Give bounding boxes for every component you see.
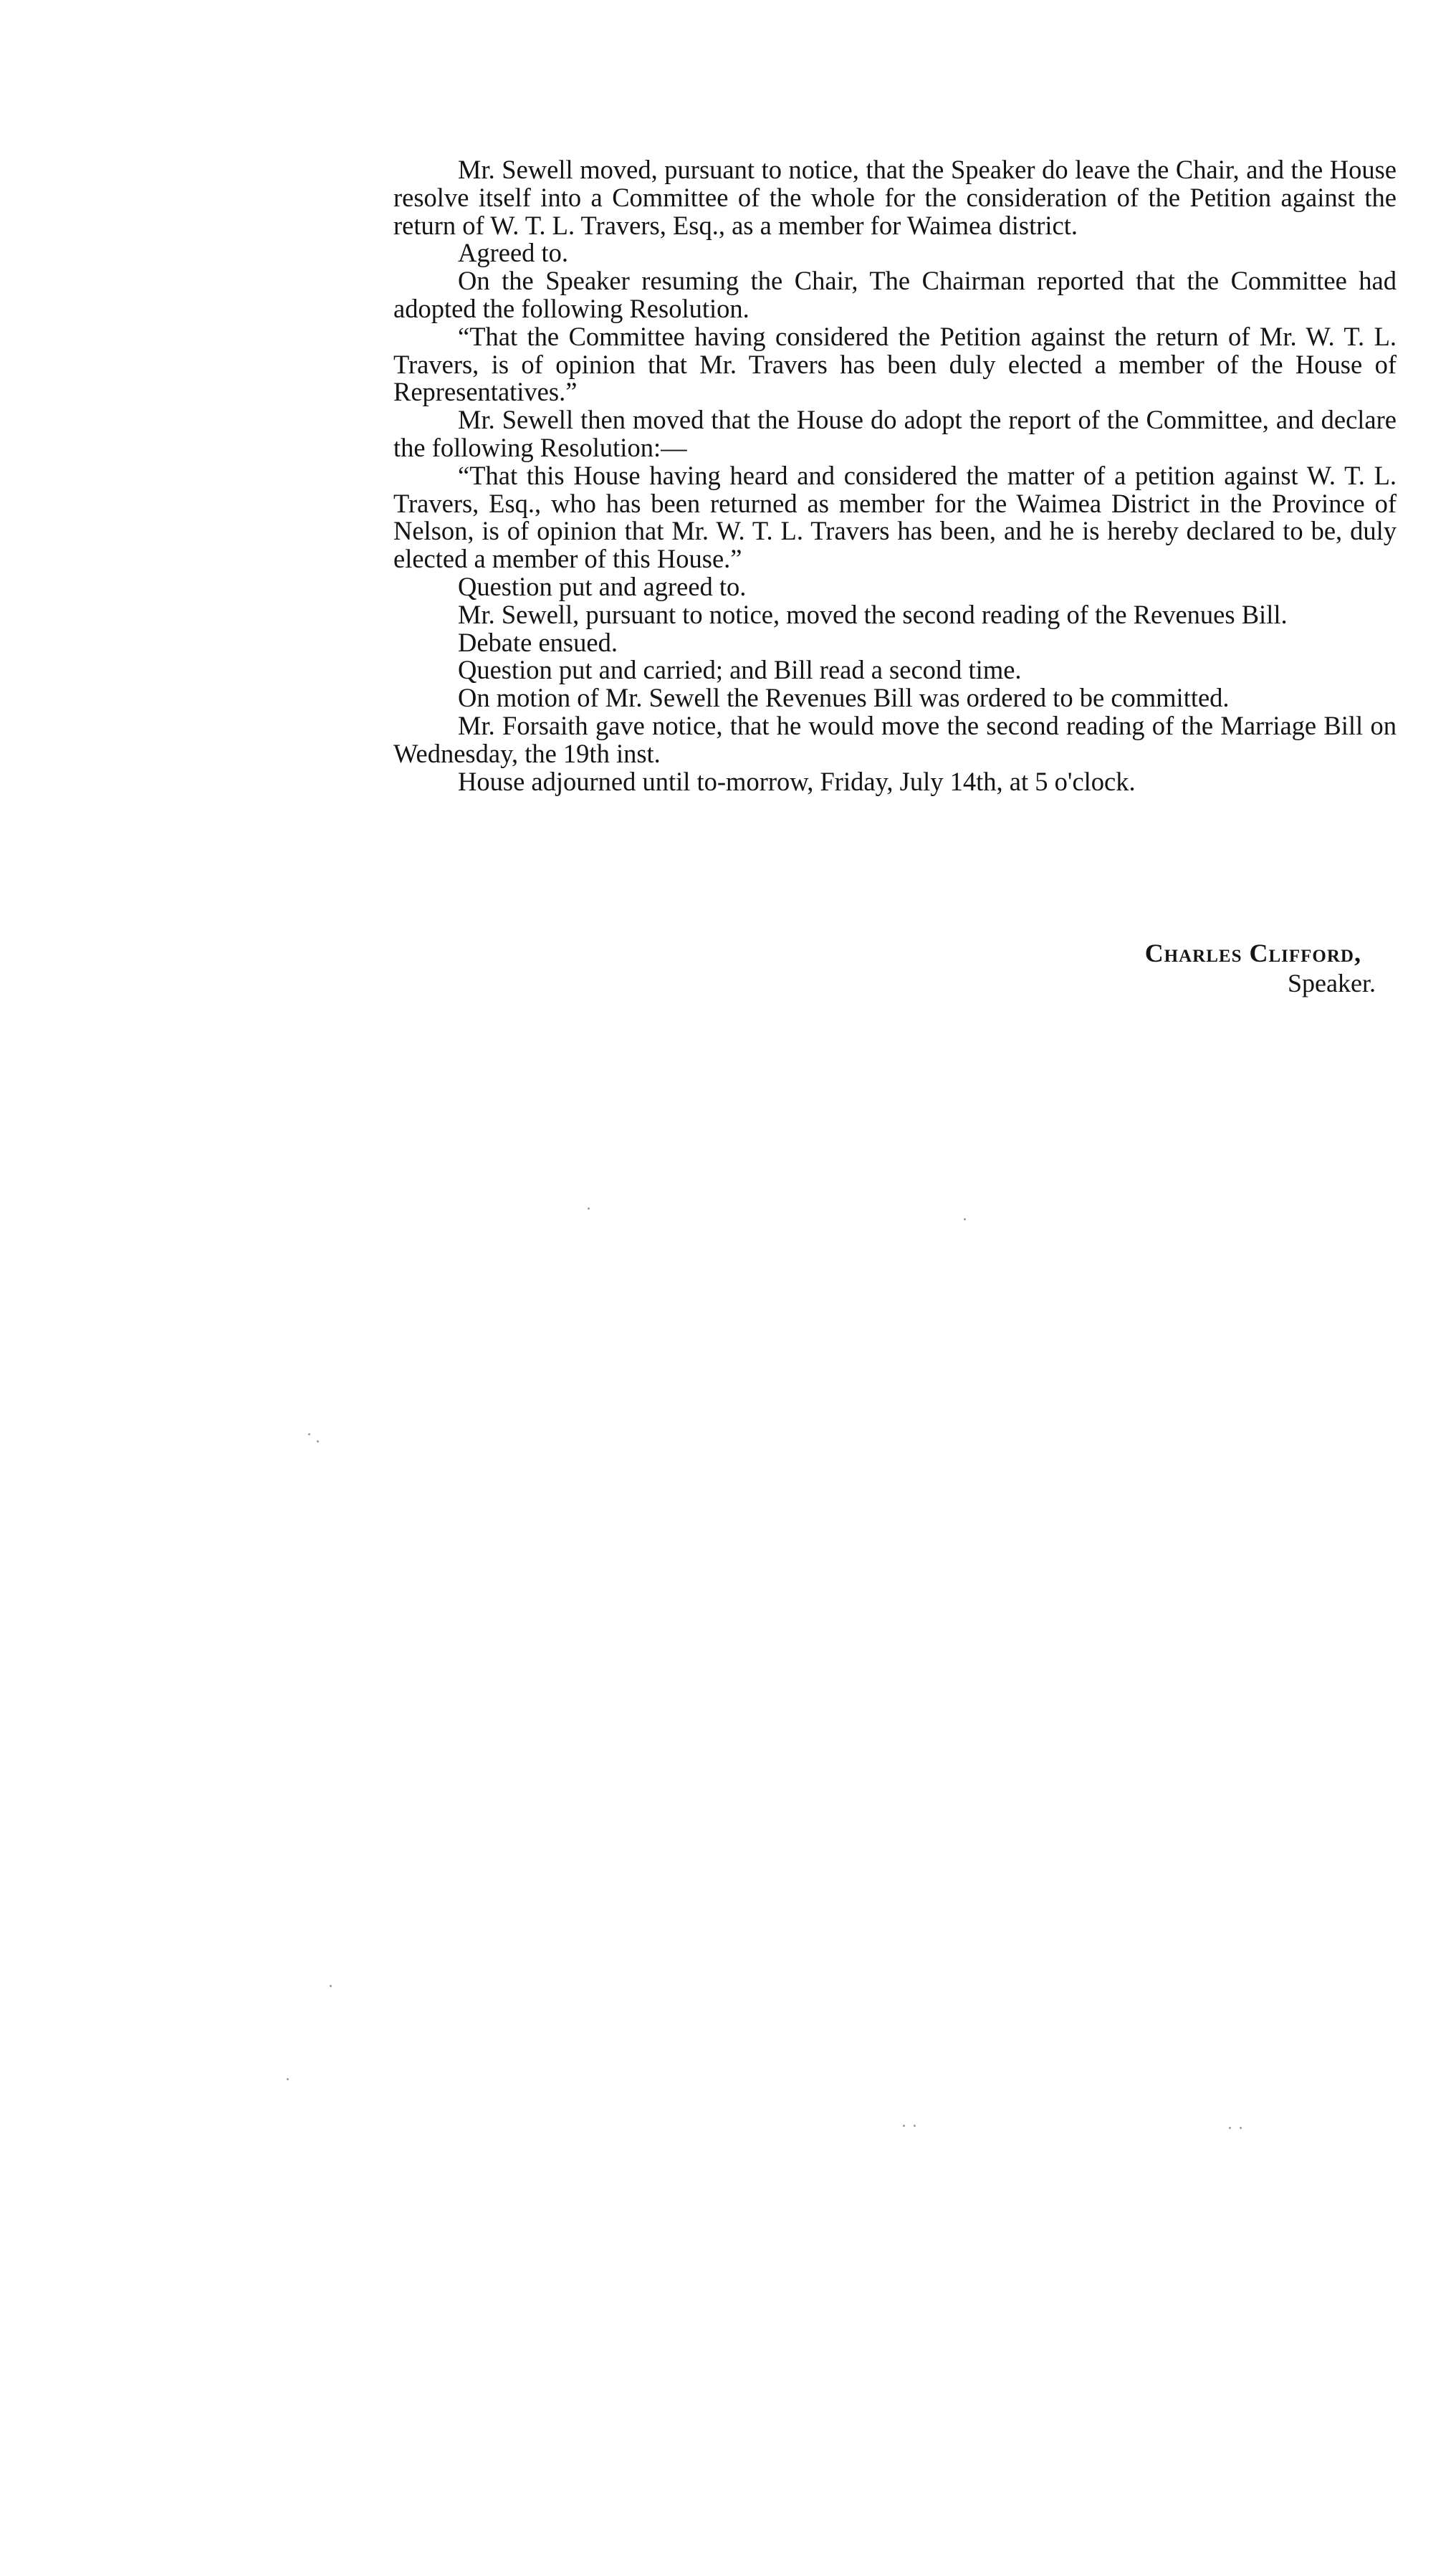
scan-speck	[1229, 2127, 1231, 2129]
paragraph-question-carried: Question put and carried; and Bill read a second time.	[458, 655, 1022, 685]
paragraph-question-agreed: Question put and agreed to.	[458, 571, 747, 601]
scan-speck	[964, 1218, 966, 1220]
scan-speck	[588, 1207, 590, 1210]
paragraph-revenues-second-reading: Mr. Sewell, pursuant to notice, moved the second reading of the Revenues Bill.	[458, 599, 1288, 629]
scan-speck	[317, 1440, 319, 1443]
signature-name: Charles Clifford,	[1144, 939, 1361, 967]
scan-speck	[1240, 2127, 1242, 2129]
scan-speck	[914, 2125, 916, 2127]
paragraph-chairman-report: On the Speaker resuming the Chair, The Chairman reported that the Committee had adopted the following Resolution.	[393, 266, 1397, 323]
scan-speck	[287, 2078, 289, 2080]
scan-speck	[308, 1433, 310, 1435]
paragraph-adjourned: House adjourned until to-morrow, Friday, July 14th, at 5 o'clock.	[458, 766, 1136, 796]
signature-title: Speaker.	[1288, 969, 1376, 997]
paragraph-house-resolution: “That this House having heard and considered the matter of a petition against W. T. L. Travers, Esq., who has been returned as member for the Waimea District in the Province of Nelson, is of opinion that Mr. W. T. L. Travers has been, and he is hereby declared to be, duly elected a member of this House.”	[393, 460, 1397, 574]
paragraph-debate: Debate ensued.	[458, 627, 618, 657]
proceedings-text	[393, 156, 1397, 795]
paragraph-committed: On motion of Mr. Sewell the Revenues Bill was ordered to be committed.	[458, 683, 1230, 713]
signature-block	[931, 938, 1376, 998]
paragraph-adopt-report: Mr. Sewell then moved that the House do adopt the report of the Committee, and declare the following Resolution:—	[393, 405, 1397, 462]
paragraph-marriage-bill-notice: Mr. Forsaith gave notice, that he would move the second reading of the Marriage Bill on Wednesday, the 19th inst.	[393, 710, 1397, 768]
paragraph-agreed: Agreed to.	[458, 238, 569, 268]
scan-speck	[903, 2125, 905, 2127]
scan-speck	[330, 1985, 332, 1987]
paragraph-committee-motion: Mr. Sewell moved, pursuant to notice, that the Speaker do leave the Chair, and the House resolve itself into a Committee of the whole for the consideration of the Petition against the return of W. T. L. Travers, Esq., as a member for Waimea district.	[393, 155, 1397, 240]
paragraph-committee-resolution: “That the Committee having considered the Petition against the return of Mr. W. T. L. Travers, is of opinion that Mr. Travers has been duly elected a member of the House of Representatives.”	[393, 321, 1397, 407]
